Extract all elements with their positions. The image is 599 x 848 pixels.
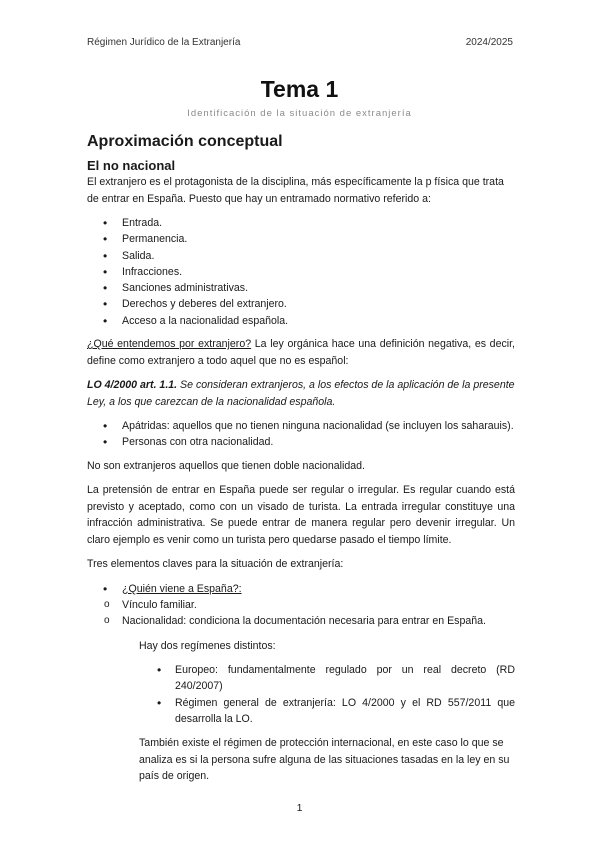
intro-paragraph: El extranjero es el protagonista de la disciplina, más específicamente la p física que trata de entrar en España. Puesto que hay un entramado normativo referido a: <box>87 176 504 205</box>
list-item: • Régimen general de extranjería: LO 4/2000 y el RD 557/2011 que desarrolla la LO. <box>139 695 515 728</box>
document-subtitle: Identificación de la situación de extranjería <box>187 108 412 119</box>
list-item <box>87 581 515 597</box>
topics-list <box>87 215 515 329</box>
regimes-intro: Hay dos regímenes distintos: <box>139 639 276 652</box>
list-item: • Acceso a la nacionalidad española. <box>87 313 515 329</box>
header-academic-year: 2024/2025 <box>465 37 513 48</box>
list-item: • Sanciones administrativas. <box>87 280 515 296</box>
key-element-label: ¿Quién viene a España?: <box>122 582 242 595</box>
double-nationality-paragraph: No son extranjeros aquellos que tienen doble nacionalidad. <box>87 459 365 472</box>
list-item <box>87 597 515 613</box>
key-elements-list <box>87 581 515 597</box>
question-paragraph <box>87 336 515 369</box>
list-item: • Personas con otra nacionalidad. <box>87 434 515 450</box>
page-number: 1 <box>296 802 303 814</box>
circle-marker: o <box>104 615 110 627</box>
question-rest: La ley orgánica hace una definición negativa, es decir, define como extranjero a todo aquel que no es español: <box>87 338 515 367</box>
regimes-list <box>139 662 515 727</box>
list-item: • Europeo: fundamentalmente regulado por un real decreto (RD 240/2007) <box>139 662 515 695</box>
list-item: • Apátridas: aquellos que no tienen ninguna nacionalidad (se incluyen los saharauis). <box>87 418 515 434</box>
list-item: • Permanencia. <box>87 231 515 247</box>
section-heading: Aproximación conceptual <box>87 133 283 150</box>
key-elements-intro: Tres elementos claves para la situación de extranjería: <box>87 558 344 571</box>
law-citation <box>87 377 515 410</box>
list-item: • Derechos y deberes del extranjero. <box>87 296 515 312</box>
foreigner-types-list <box>87 418 515 451</box>
list-item: • Salida. <box>87 248 515 264</box>
list-item <box>87 613 515 629</box>
protection-paragraph: También existe el régimen de protección internacional, en este caso lo que se analiza es si la persona sufre alguna de las situaciones tasadas en la ley en su país de origen. <box>139 737 510 783</box>
list-item: • Infracciones. <box>87 264 515 280</box>
list-item: • Entrada. <box>87 215 515 231</box>
subsection-heading: El no nacional <box>87 158 176 173</box>
circle-marker: o <box>104 598 110 610</box>
document-body <box>87 132 515 793</box>
document-title: Tema 1 <box>260 76 339 102</box>
question-underlined: ¿Qué entendemos por extranjero? <box>87 338 252 351</box>
sub-items-list <box>87 597 515 630</box>
sub-item-text: Vínculo familiar. <box>122 598 197 611</box>
header-course-title: Régimen Jurídico de la Extranjería <box>87 37 241 48</box>
law-text: Se consideran extranjeros, a los efectos de la aplicación de la presente Ley, a los que carezcan de la nacionalidad española. <box>87 379 515 408</box>
law-reference: LO 4/2000 art. 1.1. <box>87 379 178 392</box>
sub-item-text: Nacionalidad: condiciona la documentación necesaria para entrar en España. <box>122 615 486 628</box>
entry-paragraph: La pretensión de entrar en España puede ser regular o irregular. Es regular cuando está previsto y aceptado, como con un visado de turista. La entrada irregular constituye una infracción administrativa. Se puede entrar de manera regular pero devenir irregular. Un claro ejemplo es venir como un turista pero quedarse pasado el tiempo límite. <box>87 484 515 546</box>
